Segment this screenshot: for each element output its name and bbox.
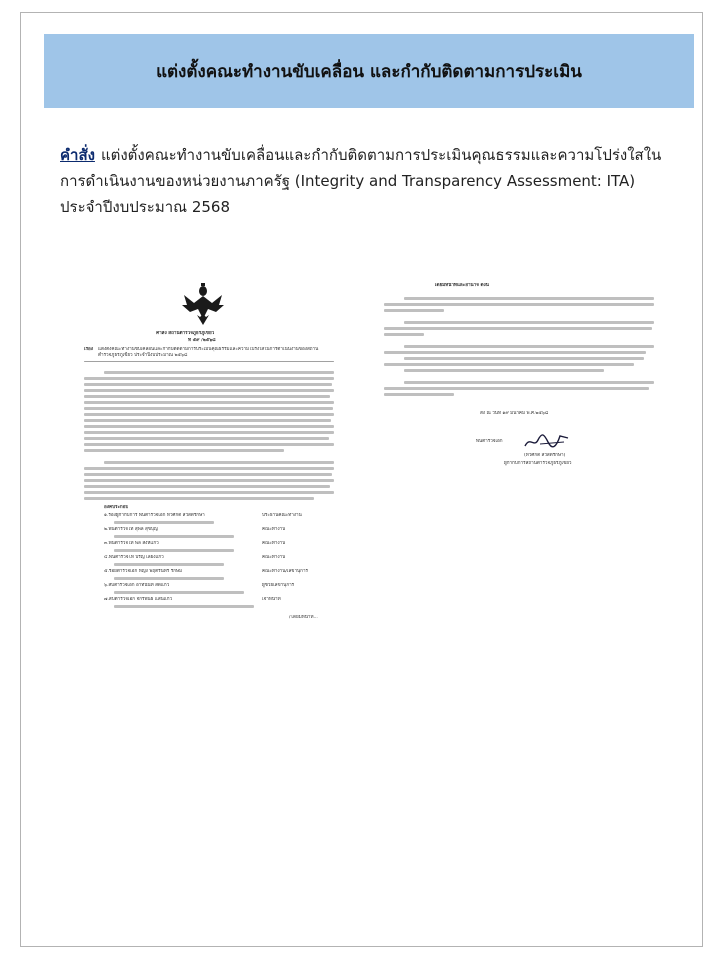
text-line: [384, 303, 654, 306]
order-number: ที่ ๕๙ /๒๕๖๘: [188, 338, 216, 343]
text-line: [404, 321, 654, 324]
text-line: [84, 485, 330, 488]
text-line: [84, 407, 333, 410]
text-line: [84, 377, 334, 380]
page-banner: [44, 34, 694, 108]
text-line: [384, 327, 652, 330]
text-line: [384, 393, 454, 396]
text-line: [84, 401, 334, 404]
text-line: [384, 387, 649, 390]
member-name-6: ๖.สิบตำรวจเอก อาทินันท์ สดแก้ว: [104, 583, 170, 588]
member-name-7: ๗.สิบตำรวจเอก จักรพันธ์ แสนแก้ว: [104, 597, 173, 602]
text-line: [114, 591, 244, 594]
text-line: [84, 479, 334, 482]
text-line: [114, 549, 234, 552]
garuda-emblem-icon: [180, 281, 226, 327]
member-role-5: คณะทำงาน/เลขานุการ: [262, 569, 308, 574]
text-line: [84, 437, 329, 440]
text-line: [114, 521, 214, 524]
member-name-1: ๑.รองผู้กำกับการ พันตำรวจเอก ทวีศักดิ์ สวัสดิ์รักษา: [104, 513, 205, 518]
duties-heading: โดยมีหน้าที่และอำนาจ ดังนี้: [434, 283, 489, 288]
member-name-2: ๒.พันตำรวจโท สุพล สุขบุญ: [104, 527, 158, 532]
member-name-3: ๓.พันตำรวจโท พล สิงห์แก้ว: [104, 541, 159, 546]
text-line: [114, 605, 254, 608]
text-line: [84, 443, 334, 446]
signer-title: ผู้กำกับการสถานีตำรวจภูธรภูเขียว: [504, 461, 572, 466]
text-line: [84, 431, 334, 434]
text-line: [384, 363, 634, 366]
text-line: [384, 309, 444, 312]
text-line: [114, 535, 234, 538]
text-line: [84, 497, 314, 500]
order-label[interactable]: คำสั่ง: [60, 146, 95, 164]
text-line: [84, 383, 332, 386]
text-line: [104, 461, 334, 464]
order-document-image: [84, 275, 684, 725]
page-title: แต่งตั้งคณะทำงานขับเคลื่อน และกำกับติดตามการประเมิน: [156, 61, 582, 82]
signature-icon: [522, 430, 572, 452]
text-line: [84, 473, 332, 476]
text-line: [404, 345, 654, 348]
text-line: [84, 491, 334, 494]
members-heading: องค์ประกอบ: [104, 505, 129, 510]
subject-text: แต่งตั้งคณะทำงานขับเคลื่อนและกำกับติดตามการประเมินคุณธรรมและความโปร่งใสในการดำเนินงานของสถานีตำรวจภูธรภูเขียว ประจำปีงบประมาณ ๒๕๖๘: [98, 347, 319, 358]
member-name-4: ๔.พันตำรวจโท ปริญ เลี้ยงแก้ว: [104, 555, 164, 560]
text-line: [104, 371, 334, 374]
signer-rank: พันตำรวจเอก: [476, 439, 503, 444]
order-intro: [60, 142, 680, 220]
text-line: [404, 381, 654, 384]
text-line: [384, 333, 424, 336]
signer-name: (ทวีศักดิ์ สวัสดิ์รักษา): [524, 453, 566, 458]
member-name-5: ๕.ร้อยตำรวจเอก หญิง พฤติรินทร์ รักษม: [104, 569, 183, 574]
text-line: [404, 357, 644, 360]
member-role-7: เจ้าหน้าที่: [262, 597, 281, 602]
text-line: [404, 297, 654, 300]
member-role-6: ผู้ช่วยเลขานุการ: [262, 583, 295, 588]
text-line: [84, 419, 331, 422]
text-line: [84, 413, 334, 416]
agency-title: คำสั่ง สถานีตำรวจภูธรภูเขียว: [156, 331, 215, 336]
text-line: [84, 467, 334, 470]
text-line: [114, 563, 224, 566]
order-date: สั่ง ณ วันที่ ๑๙ มีนาคม พ.ศ.๒๕๖๘: [480, 411, 549, 416]
continued-note: /โดยมีหน้าที่...: [289, 615, 318, 620]
text-line: [384, 351, 646, 354]
divider: [84, 361, 334, 362]
subject-label: เรื่อง: [84, 347, 94, 352]
text-line: [84, 425, 334, 428]
member-role-2: คณะทำงาน: [262, 527, 286, 532]
text-line: [404, 369, 604, 372]
member-role-4: คณะทำงาน: [262, 555, 286, 560]
text-line: [114, 577, 224, 580]
order-description: แต่งตั้งคณะทำงานขับเคลื่อนและกำกับติดตามการประเมินคุณธรรมและความโปร่งใสในการดำเนินงานของหน่วยงานภาครัฐ (Integrity and Transparency Assessment: ITA) ประจำปีงบประมาณ 2568: [60, 146, 662, 216]
member-role-3: คณะทำงาน: [262, 541, 286, 546]
member-role-1: ประธานคณะทำงาน: [262, 513, 302, 518]
text-line: [84, 389, 334, 392]
text-line: [84, 395, 330, 398]
text-line: [84, 449, 284, 452]
